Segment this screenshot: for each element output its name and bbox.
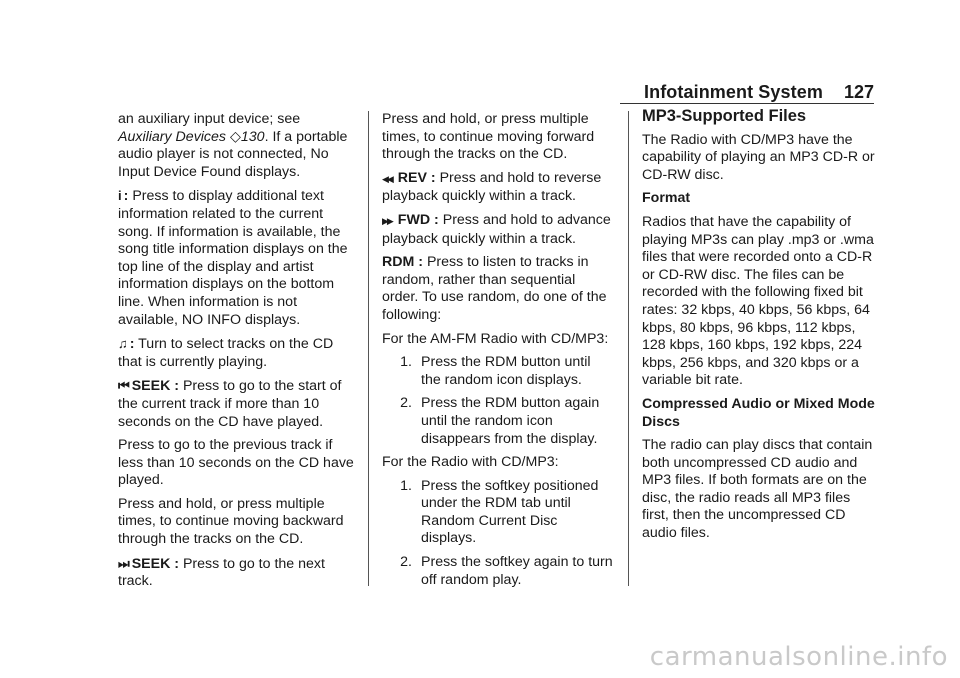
info-label: :: [123, 188, 129, 205]
list-item: [382, 478, 614, 548]
rdm-text: Press to listen to tracks in random, rather than sequential order. To use random, do one of the following:: [382, 254, 607, 323]
music-note-text: Turn to select tracks on the CD that is currently playing.: [118, 336, 334, 370]
format-heading: Format: [642, 190, 691, 207]
amfm-steps-list: [382, 354, 614, 448]
rewind-icon: ◀◀: [382, 173, 392, 184]
step-number: 2.: [400, 554, 412, 571]
amfm-intro: For the AM-FM Radio with CD/MP3:: [382, 330, 609, 347]
step-text: Press the softkey positioned under the RDM tab until Random Current Disc displays.: [421, 477, 599, 547]
page-ref-arrow-icon: ◇: [229, 128, 241, 145]
column-right: [642, 108, 878, 549]
mixed-mode-text: The radio can play discs that contain both uncompressed CD audio and MP3 files. If both formats are on the disc, the radio reads all MP3 files first, then the uncompressed CD audio files.: [642, 437, 873, 542]
radio-steps-list: [382, 478, 614, 590]
mixed-mode-heading: Compressed Audio or Mixed Mode Discs: [642, 395, 875, 430]
aux-text-cont: . If a portable audio player is not connected, No Input Device Found displays.: [118, 128, 348, 180]
header-rule: [620, 103, 874, 104]
seek-forward-icon: ⏭: [118, 555, 130, 571]
hold-forward-paragraph: Press and hold, or press multiple times, to continue moving forward through the tracks on the CD.: [382, 111, 595, 163]
seek-forward-label: SEEK :: [131, 555, 180, 572]
info-icon: i: [118, 188, 122, 204]
radio-intro: For the Radio with CD/MP3:: [382, 454, 559, 471]
list-item: [382, 554, 614, 589]
seek-forward-text: Press to go to the next track.: [118, 555, 325, 590]
info-paragraph: [118, 187, 356, 329]
aux-text: an auxiliary input device; see: [118, 111, 301, 127]
mp3-section-title: MP3-Supported Files: [642, 107, 807, 125]
seek-back-label: SEEK :: [131, 378, 180, 395]
step-number: 1.: [400, 354, 412, 371]
column-middle: [382, 111, 614, 595]
fast-forward-icon: ▶▶: [382, 215, 392, 226]
seek-forward-paragraph: [118, 555, 356, 591]
fwd-label: FWD :: [397, 211, 439, 228]
music-note-icon: ♫: [118, 336, 128, 352]
step-number: 1.: [400, 477, 412, 494]
page-number: 127: [843, 82, 874, 102]
format-text: Radios that have the capability of playing MP3s can play .mp3 or .wma files that were recorded onto a CD-R or CD-RW disc. The files can be recorded with the following fixed bit rates: 32 kbps, 40 kbps, 56 kbps, 64 kbps, 80 kbps, 96 kbps, 112 kbps, 128 kbps, 160 kbps, 192 kbps, 224 kbps, 256 kbps, and 320 kbps or a variable bit rate.: [642, 213, 874, 389]
fwd-text: Press and hold to advance playback quickly within a track.: [382, 211, 611, 247]
step-text: Press the RDM button until the random icon displays.: [421, 354, 591, 388]
step-text: Press the RDM button again until the random icon disappears from the display.: [421, 395, 600, 447]
list-item: [382, 395, 614, 448]
rdm-paragraph: [382, 254, 614, 324]
column-divider: [368, 111, 369, 586]
hold-backward-paragraph: Press and hold, or press multiple times, to continue moving backward through the tracks on the CD.: [118, 495, 344, 548]
step-text: Press the softkey again to turn off random play.: [421, 554, 613, 588]
rev-text: Press and hold to reverse playback quickly within a track.: [382, 169, 602, 205]
watermark: carmanualsonline.info: [649, 642, 948, 672]
music-note-paragraph: [118, 335, 356, 371]
column-divider: [628, 111, 629, 586]
music-note-label: :: [129, 336, 135, 353]
auxiliary-devices-link[interactable]: Auxiliary Devices: [118, 128, 227, 145]
seek-back-icon: ⏮: [118, 378, 130, 394]
seek-back-paragraph: [118, 377, 356, 431]
section-title: Infotainment System: [644, 82, 823, 102]
list-item: [382, 354, 614, 389]
page-ref-number[interactable]: 130: [240, 128, 265, 145]
rev-label: REV :: [397, 169, 436, 186]
prev-track-paragraph: Press to go to the previous track if less than 10 seconds on the CD have played.: [118, 437, 354, 489]
fwd-paragraph: [382, 212, 614, 248]
rev-paragraph: [382, 170, 614, 206]
step-number: 2.: [400, 395, 412, 412]
rdm-label: RDM :: [382, 254, 423, 271]
column-left: [118, 111, 356, 597]
mp3-intro: The Radio with CD/MP3 have the capability of playing an MP3 CD-R or CD-RW disc.: [642, 131, 875, 183]
seek-back-text: Press to go to the start of the current track if more than 10 seconds on the CD have played.: [118, 378, 342, 430]
aux-paragraph: [118, 111, 356, 181]
header-bar: [620, 80, 874, 104]
info-text: Press to display additional text information related to the current song. If information is available, the song title information displays on the top line of the display and artist information displays on the bottom line. When information is not available, NO INFO displays.: [118, 188, 348, 328]
